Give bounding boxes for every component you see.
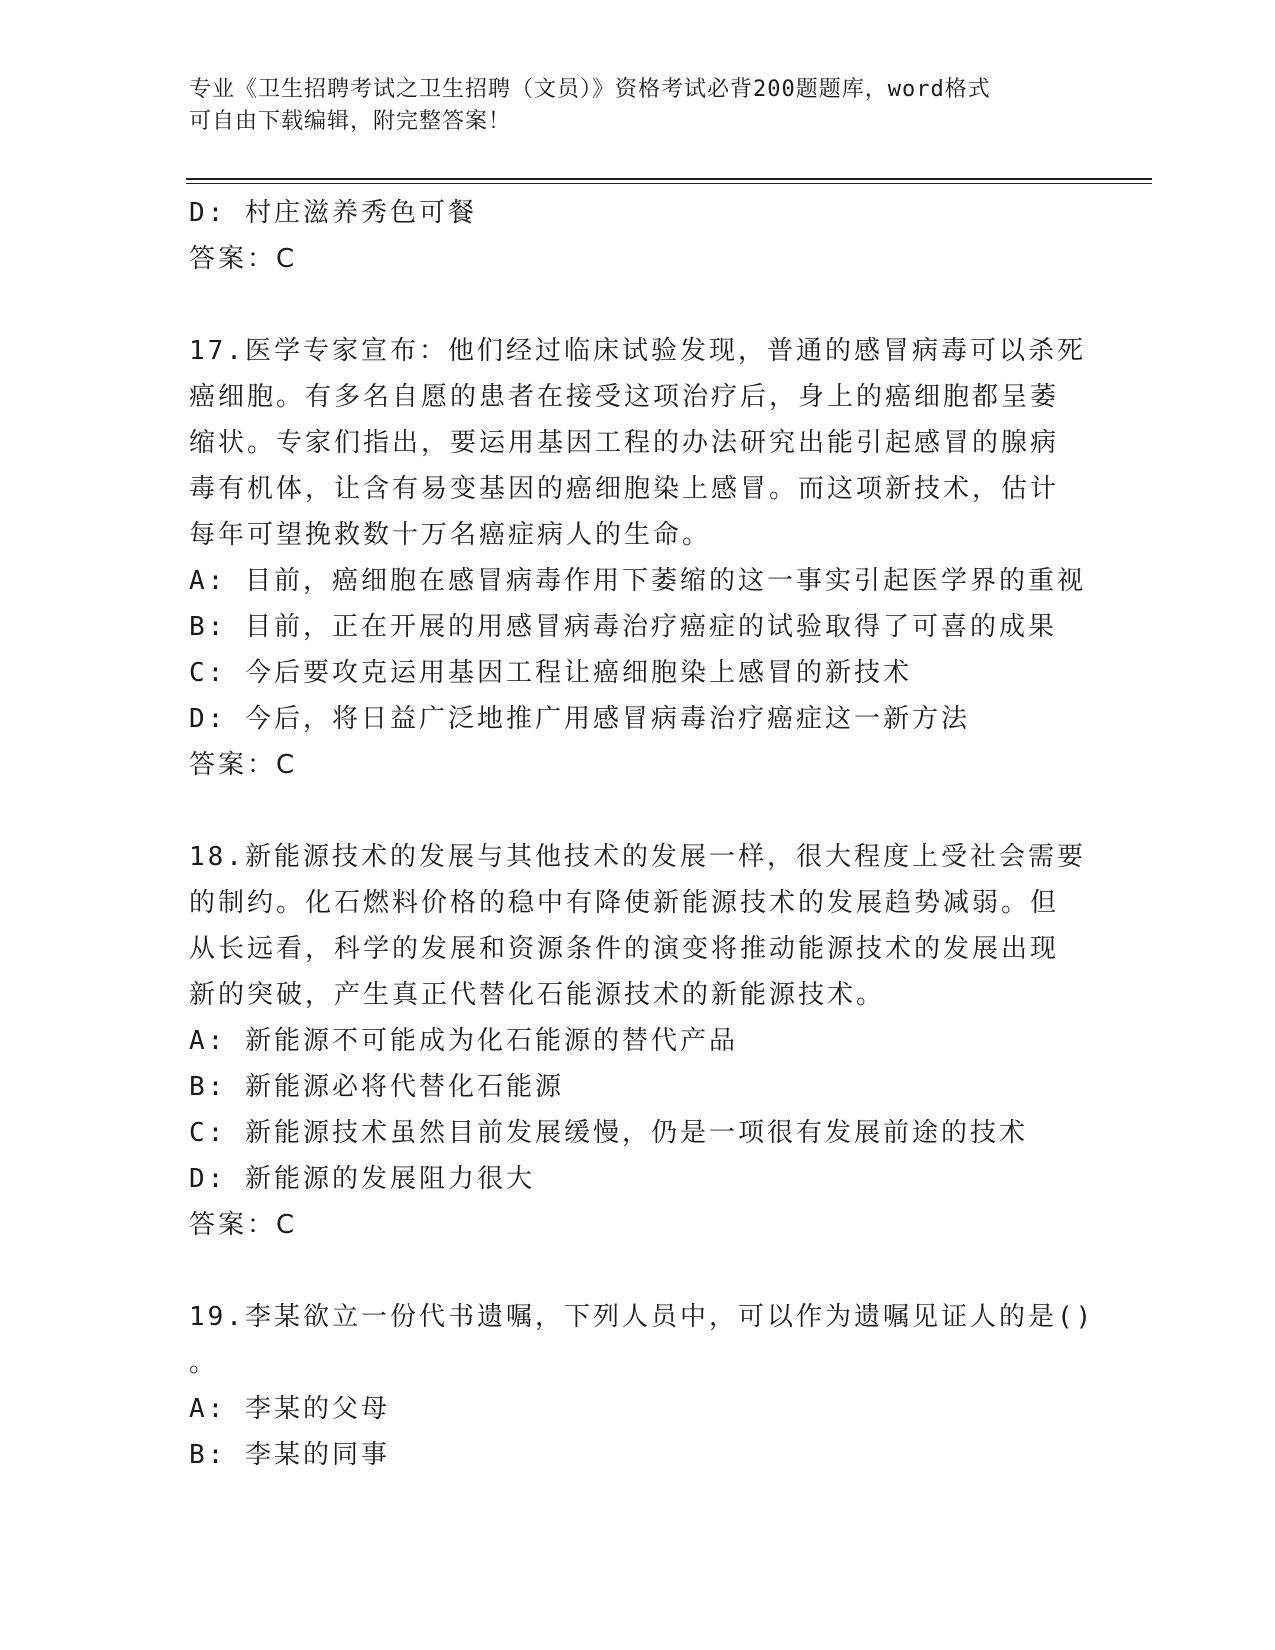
question-17-option-b: B: 目前，正在开展的用感冒病毒治疗癌症的试验取得了可喜的成果: [189, 612, 1057, 642]
question-18-stem-line: 的制约。化石燃料价格的稳中有降使新能源技术的发展趋势减弱。但: [189, 888, 1060, 918]
question-18-option-d: D: 新能源的发展阻力很大: [189, 1164, 535, 1194]
question-18-stem-line: 新的突破，产生真正代替化石能源技术的新能源技术。: [189, 980, 886, 1010]
question-19-stem-line: 。: [189, 1348, 219, 1378]
spacer: [189, 1248, 1089, 1294]
question-18-option-b: B: 新能源必将代替化石能源: [189, 1072, 564, 1102]
question-17-option-c: C: 今后要攻克运用基因工程让癌细胞染上感冒的新技术: [189, 658, 912, 688]
header-rule-thin: [186, 183, 1152, 184]
document-header: [189, 74, 1089, 138]
spacer: [189, 282, 1089, 328]
question-19-option-a: A: 李某的父母: [189, 1394, 390, 1424]
question-18-stem-line: 从长远看，科学的发展和资源条件的演变将推动能源技术的发展出现: [189, 934, 1060, 964]
question-19-stem-line: 19.李某欲立一份代书遗嘱，下列人员中，可以作为遗嘱见证人的是(): [189, 1302, 1095, 1332]
option-d-prev: D: 村庄滋养秀色可餐: [189, 198, 477, 228]
question-17: [189, 328, 1089, 788]
question-17-stem-line: 每年可望挽救数十万名癌症病人的生命。: [189, 520, 712, 550]
question-17-stem-line: 癌细胞。有多名自愿的患者在接受这项治疗后，身上的癌细胞都呈萎: [189, 382, 1060, 412]
answer-prev: 答案：C: [189, 244, 298, 274]
header-line-1: 专业《卫生招聘考试之卫生招聘（文员）》资格考试必背200题题库，word格式: [189, 77, 991, 102]
document-body: [189, 190, 1095, 1478]
question-17-stem-line: 缩状。专家们指出，要运用基因工程的办法研究出能引起感冒的腺病: [189, 428, 1060, 458]
question-17-answer: 答案：C: [189, 750, 298, 780]
question-17-stem-line: 毒有机体，让含有易变基因的癌细胞染上感冒。而这项新技术，估计: [189, 474, 1060, 504]
question-18: [189, 834, 1089, 1248]
question-18-option-c: C: 新能源技术虽然目前发展缓慢，仍是一项很有发展前途的技术: [189, 1118, 1028, 1148]
question-17-option-a: A: 目前，癌细胞在感冒病毒作用下萎缩的这一事实引起医学界的重视: [189, 566, 1086, 596]
question-18-answer: 答案：C: [189, 1210, 298, 1240]
spacer: [189, 788, 1089, 834]
question-18-option-a: A: 新能源不可能成为化石能源的替代产品: [189, 1026, 738, 1056]
question-19: [189, 1294, 1095, 1478]
header-rule-thick: [186, 178, 1152, 180]
header-line-2: 可自由下载编辑，附完整答案！: [189, 109, 512, 134]
question-17-stem-line: 17.医学专家宣布：他们经过临床试验发现，普通的感冒病毒可以杀死: [189, 336, 1086, 366]
question-19-option-b: B: 李某的同事: [189, 1440, 390, 1470]
question-18-stem-line: 18.新能源技术的发展与其他技术的发展一样，很大程度上受社会需要: [189, 842, 1086, 872]
question-17-option-d: D: 今后，将日益广泛地推广用感冒病毒治疗癌症这一新方法: [189, 704, 970, 734]
